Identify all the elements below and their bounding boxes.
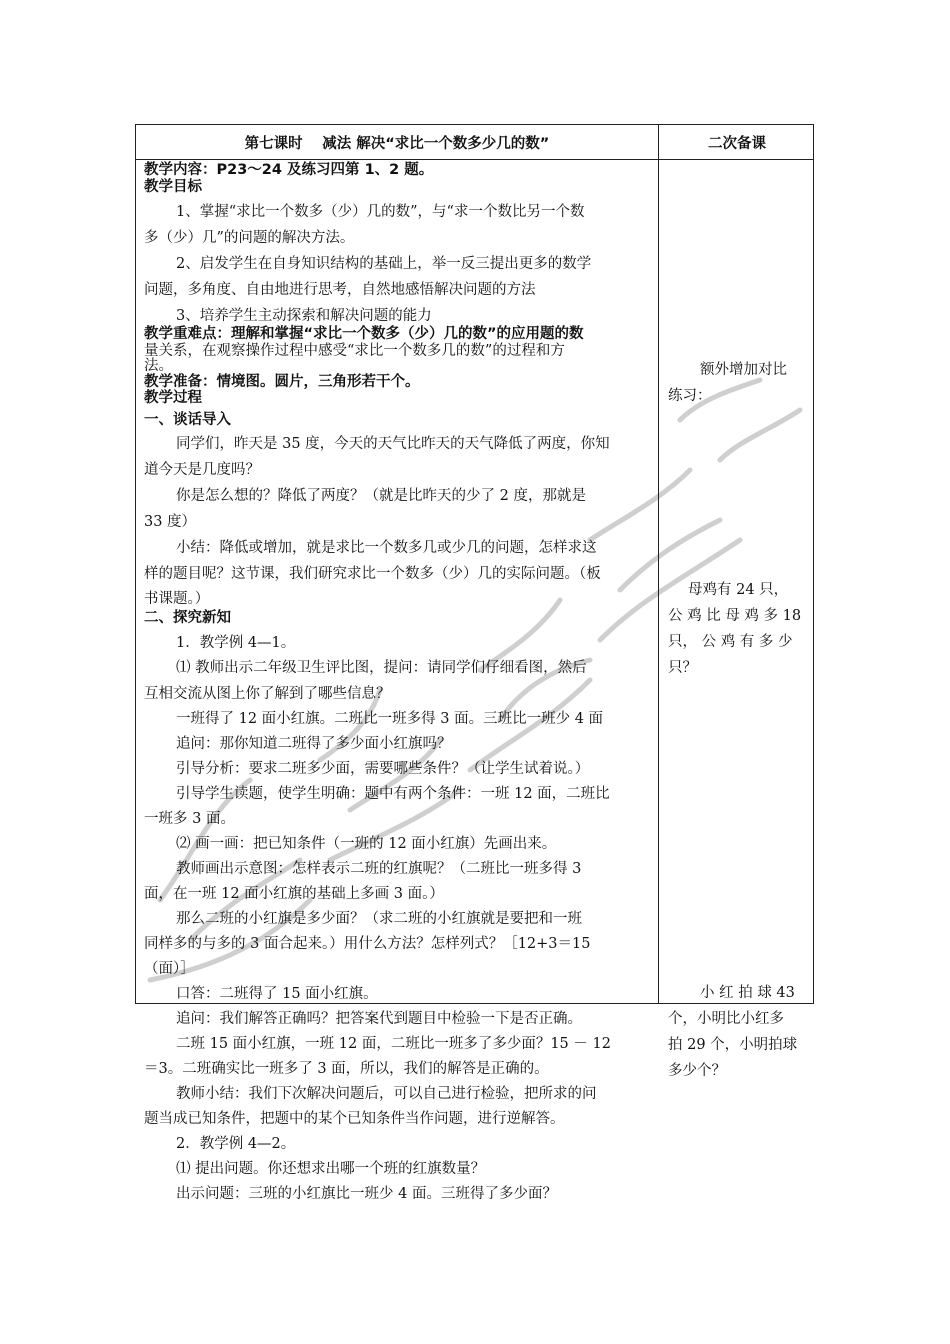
side-note-line: 个，小明比小红多: [668, 1011, 784, 1027]
content-line: 2．教学例 4—2。: [176, 1136, 296, 1152]
content-line: 教师小结：我们下次解决问题后，可以自己进行检验，把所求的问: [176, 1086, 597, 1102]
content-line: 同样多的与多的 3 面合起来。）用什么方法？怎样列式？［12+3＝15: [144, 936, 591, 952]
content-line: 引导分析：要求二班多少面，需要哪些条件？（让学生试着说。）: [176, 761, 590, 777]
content-line: 追问：我们解答正确吗？把答案代到题目中检验一下是否正确。: [176, 1011, 582, 1027]
side-note-line: 小 红 拍 球 43: [700, 985, 795, 1001]
content-line: 同学们，昨天是 35 度，今天的天气比昨天的天气降低了两度，你知: [176, 436, 610, 452]
content-line: 教师画出示意图：怎样表示二班的红旗呢？（二班比一班多得 3: [176, 861, 582, 877]
content-line: 教学重难点：理解和掌握“求比一个数多（少）几的数”的应用题的数: [144, 326, 584, 342]
content-line: 1．教学例 4—1。: [176, 635, 296, 651]
content-line: 口答：二班得了 15 面小红旗。: [176, 986, 378, 1002]
content-line: 33 度）: [144, 514, 197, 530]
content-line: 出示问题：三班的小红旗比一班少 4 面。三班得了多少面？: [176, 1186, 557, 1202]
side-note-line: 母鸡有 24 只，: [688, 582, 789, 598]
side-note-line: 拍 29 个，小明拍球: [668, 1037, 798, 1053]
section-heading: 教学目标: [144, 179, 202, 195]
content-line: 二班 15 面小红旗，一班 12 面，二班比一班多了多少面？15 － 12: [176, 1036, 611, 1052]
content-line: 那么二班的小红旗是多少面？（求二班的小红旗就是要把和一班: [176, 911, 582, 927]
content-line: 题当成已知条件，把题中的某个已知条件当作问题，进行逆解答。: [144, 1111, 565, 1127]
content-line: 一班多 3 面。: [144, 811, 235, 827]
content-line: 引导学生读题，使学生明确：题中有两个条件：一班 12 面，二班比: [176, 786, 610, 802]
content-line: 追问：那你知道二班得了多少面小红旗吗？: [176, 736, 452, 752]
content-line: 书课题。）: [144, 591, 210, 607]
content-line: 法。: [144, 358, 173, 374]
side-note-line: 公 鸡 比 母 鸡 多 18: [668, 608, 802, 624]
side-note-line: 练习：: [668, 388, 712, 404]
content-line: 教学内容：P23～24 及练习四第 1、2 题。: [144, 162, 434, 178]
content-line: 多（少）几”的问题的解决方法。: [144, 230, 355, 246]
content-line: 问题，多角度、自由地进行思考，自然地感悟解决问题的方法: [144, 282, 536, 298]
content-line: 道今天是几度吗？: [144, 462, 260, 478]
content-line: 小结：降低或增加，就是求比一个数多几或少几的问题，怎样求这: [176, 540, 597, 556]
content-line: 教学准备：情境图。圆片，三角形若干个。: [144, 374, 420, 390]
content-line: （面）］: [144, 961, 195, 977]
section-heading: 二、探究新知: [144, 610, 231, 626]
lesson-title: 第七课时 减法 解决“求比一个数多少几的数”: [244, 135, 550, 152]
content-line: 面，在一班 12 面小红旗的基础上多画 3 面。）: [144, 886, 444, 902]
content-line: 一班得了 12 面小红旗。二班比一班多得 3 面。三班比一班少 4 面: [176, 711, 604, 727]
section-heading: 一、谈话导入: [144, 412, 231, 428]
side-note-line: 只？: [668, 660, 697, 676]
content-line: 2、启发学生在自身知识结构的基础上，举一反三提出更多的数学: [176, 256, 592, 272]
content-line: ＝3。二班确实比一班多了 3 面，所以，我们的解答是正确的。: [144, 1061, 549, 1077]
content-line: ⑵ 画一画：把已知条件（一班的 12 面小红旗）先画出来。: [176, 836, 557, 852]
content-line: 量关系，在观察操作过程中感受“求比一个数多几的数”的过程和方: [144, 343, 565, 359]
column-divider: [658, 125, 659, 1003]
content-line: 样的题目呢？这节课，我们研究求比一个数多（少）几的实际问题。（板: [144, 566, 601, 582]
second-prep-header: 二次备课: [708, 135, 766, 152]
side-note-line: 只， 公 鸡 有 多 少: [668, 634, 793, 650]
header-divider: [136, 159, 813, 160]
content-line: 3、培养学生主动探索和解决问题的能力: [176, 308, 432, 324]
content-line: 1、掌握“求比一个数多（少）几的数”，与“求一个数比另一个数: [176, 204, 585, 220]
content-line: 互相交流从图上你了解到了哪些信息？: [144, 686, 391, 702]
content-line: ⑴ 教师出示二年级卫生评比图，提问：请同学们仔细看图，然后: [176, 660, 587, 676]
section-heading: 教学过程: [144, 390, 202, 406]
content-line: 你是怎么想的？降低了两度？（就是比昨天的少了 2 度，那就是: [176, 488, 586, 504]
side-note-line: 多少个？: [668, 1063, 726, 1079]
side-note-line: 额外增加对比: [700, 362, 787, 378]
content-line: ⑴ 提出问题。你还想求出哪一个班的红旗数量？: [176, 1161, 486, 1177]
